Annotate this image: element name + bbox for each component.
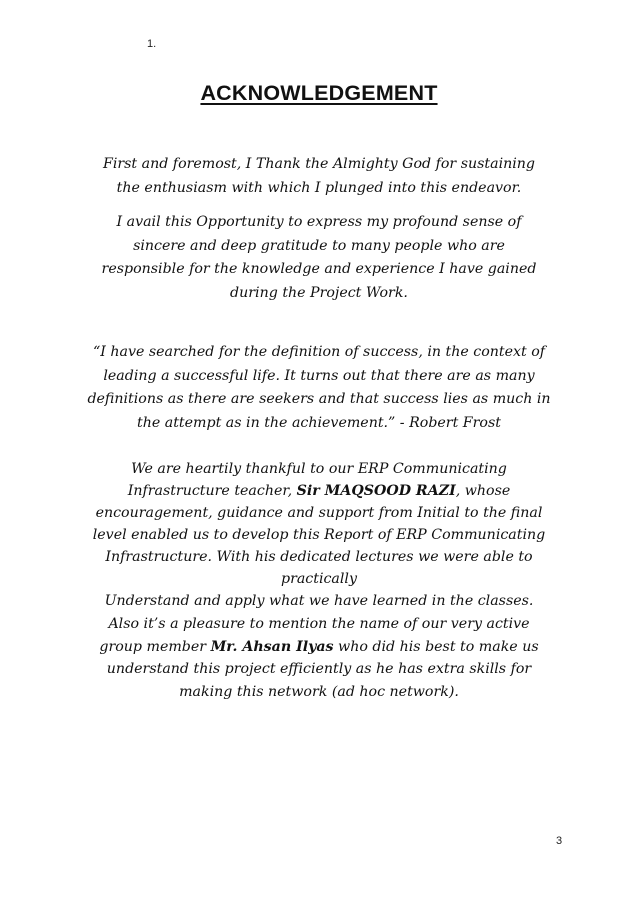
paragraph-thanks [70, 153, 568, 200]
text-line: We are heartily thankful to our ERP Communicating [131, 461, 507, 477]
text-line: making this network (ad hoc network). [179, 683, 459, 700]
text-line: definitions as there are seekers and that success lies as much in [87, 391, 551, 408]
text-line: understand this project efficiently as he has extra skills for [106, 661, 532, 677]
text-line: during the Project Work. [230, 284, 408, 301]
text-line: practically [280, 571, 357, 587]
text-segment: , whose [455, 483, 511, 499]
text-segment: Infrastructure teacher, [127, 483, 297, 499]
paragraph-gratitude [70, 211, 568, 305]
page-number: 3 [556, 835, 563, 847]
text-line: responsible for the knowledge and experience I have gained [101, 261, 537, 278]
text-line: the enthusiasm with which I plunged into this endeavor. [116, 179, 522, 196]
text-line: “I have searched for the definition of success, in the context of [93, 344, 545, 360]
paragraph-teacher [70, 458, 568, 612]
text-line: leading a successful life. It turns out that there are as many [103, 367, 535, 384]
text-line: Also it’s a pleasure to mention the name of our very active [108, 616, 530, 632]
text-line [70, 480, 568, 502]
paragraph-group-member [70, 613, 568, 703]
text-line: sincere and deep gratitude to many people who are [133, 237, 505, 254]
text-line: I avail this Opportunity to express my profound sense of [116, 214, 522, 230]
page-title: ACKNOWLEDGEMENT [200, 81, 438, 105]
text-line: the attempt as in the achievement.” - Robert Frost [137, 414, 501, 431]
member-name: Mr. Ahsan Ilyas [210, 638, 334, 655]
text-line: Infrastructure. With his dedicated lectures we were able to [105, 549, 533, 565]
teacher-name: Sir MAQSOOD RAZI [296, 483, 456, 499]
text-line: level enabled us to develop this Report of ERP Communicating [92, 527, 546, 543]
list-number: 1. [147, 38, 157, 50]
text-segment: who did his best to make us [333, 638, 539, 655]
text-line [70, 636, 568, 659]
text-line: Understand and apply what we have learned in the classes. [104, 593, 534, 609]
text-line: encouragement, guidance and support from Initial to the final [95, 505, 543, 521]
text-segment: group member [99, 638, 211, 655]
text-line: First and foremost, I Thank the Almighty God for sustaining [102, 156, 536, 172]
quote-paragraph [70, 341, 568, 435]
